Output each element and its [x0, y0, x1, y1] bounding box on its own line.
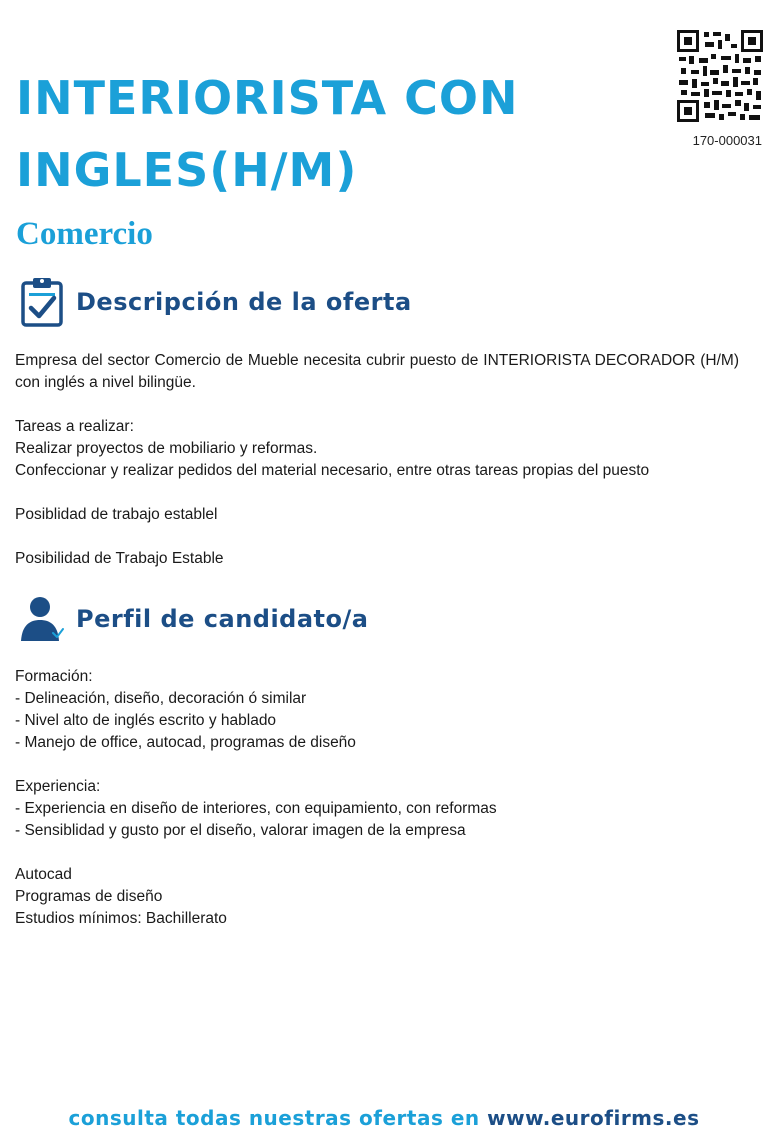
experience-item: - Experiencia en diseño de interiores, con equipamiento, con reformas	[15, 800, 497, 817]
clipboard-check-icon	[20, 276, 64, 328]
section-heading-description	[20, 275, 412, 329]
experience-title: Experiencia:	[15, 778, 101, 795]
experience-item: - Sensiblidad y gusto por el diseño, valorar imagen de la empresa	[15, 822, 466, 839]
description-note: Posiblidad de trabajo establel	[15, 506, 218, 523]
task-item: Realizar proyectos de mobiliario y reformas.	[15, 440, 318, 457]
skill-item: Autocad	[15, 866, 72, 883]
section-heading-profile	[20, 592, 368, 646]
skill-item: Programas de diseño	[15, 888, 163, 905]
training-item: - Nivel alto de inglés escrito y hablado	[15, 712, 277, 729]
footer-cta	[0, 1106, 768, 1130]
section-title-description: Descripción de la oferta	[76, 288, 412, 316]
training-title: Formación:	[15, 668, 93, 685]
skill-item: Estudios mínimos: Bachillerato	[15, 910, 227, 927]
section-title-profile: Perfil de candidato/a	[76, 605, 369, 633]
footer-text: consulta todas nuestras ofertas en	[68, 1106, 488, 1130]
task-item: Confeccionar y realizar pedidos del material necesario, entre otras tareas propias del puesto	[15, 462, 650, 479]
description-intro: Empresa del sector Comercio de Mueble necesita cubrir puesto de INTERIORISTA DECORADOR (H/M) con inglés a nivel bilingüe.	[15, 352, 739, 391]
footer-website-link[interactable]: www.eurofirms.es	[487, 1106, 700, 1130]
reference-code: 170-000031	[692, 133, 762, 148]
job-title: INTERIORISTA CON INGLES(H/M)	[16, 71, 519, 197]
training-item: - Manejo de office, autocad, programas de diseño	[15, 734, 356, 751]
training-item: - Delineación, diseño, decoración ó similar	[15, 690, 307, 707]
user-check-icon	[20, 593, 64, 645]
tasks-title: Tareas a realizar:	[15, 418, 134, 435]
description-note: Posibilidad de Trabajo Estable	[15, 550, 224, 567]
description-body	[15, 350, 739, 570]
qr-code-icon	[677, 30, 763, 122]
profile-body	[15, 666, 739, 930]
sector-label: Comercio	[16, 216, 153, 252]
